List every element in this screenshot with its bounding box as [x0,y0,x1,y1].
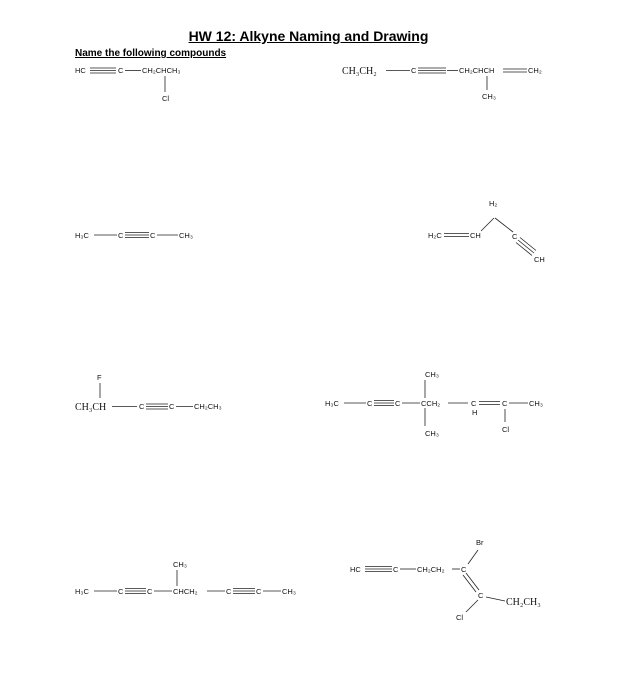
c4-h2-label: H₂ [489,199,498,208]
c6-cch2-label: CCH₂ [421,399,441,408]
c6-h3c-label: H₃C [325,399,339,408]
c8-c-label: C [393,565,399,574]
c6-c1-label: C [367,399,373,408]
compound-4-structure [428,199,545,264]
c6-ch3-end-label: CH₃ [529,399,543,408]
c1-c-label: C [118,66,124,75]
compound-6-structure [325,370,543,438]
c5-c2-label: C [169,402,175,411]
c5-right-label: CH₂CH₃ [194,402,222,411]
c8-ethyl-label: CH₂CH₃ [506,597,541,608]
c6-ch3-bottom-label: CH₃ [425,429,439,438]
instructions-heading: Name the following compounds [75,48,227,59]
c6-c4-label: C [502,399,508,408]
c1-chain-label: CH₂CHCH₃ [142,66,181,75]
c6-ch3-top-label: CH₃ [425,370,439,379]
c8-hc-label: HC [350,565,361,574]
c8-c-alkene-label: C [461,565,467,574]
c8-ch2ch2-label: CH₂CH₂ [417,565,445,574]
c1-cl-label: Cl [162,94,170,103]
c4-c-label: C [512,232,518,241]
c3-c1-label: C [118,231,124,240]
c5-f-label: F [97,373,102,382]
c7-mid-label: CHCH₂ [173,587,198,596]
c3-ch3-label: CH₃ [179,231,193,240]
c4-h2c-label: H₂C [428,231,442,240]
compound-7-structure [75,560,296,596]
c4-ch-label: CH [470,231,481,240]
c2-ch2-label: CH₂ [528,66,542,75]
compound-2-structure [342,66,542,101]
c8-cl-label: Cl [456,613,464,622]
compound-1-structure [75,66,180,103]
c6-c3-label: C [471,399,477,408]
c2-right-label: CH₂CHCH [459,66,495,75]
c3-h3c-label: H₃C [75,231,89,240]
c2-c-label: C [411,66,417,75]
c6-cl-label: Cl [502,425,510,434]
c7-c4-label: C [256,587,262,596]
c7-c3-label: C [226,587,232,596]
c7-c1-label: C [118,587,124,596]
c2-ch3-label: CH₃ [482,92,496,101]
c7-ch3-top-label: CH₃ [173,560,187,569]
compound-5-structure [75,373,222,413]
c8-br-label: Br [476,538,484,547]
c3-c2-label: C [150,231,156,240]
c6-h-label: H [472,408,478,417]
c4-ch-end-label: CH [534,255,545,264]
c7-c2-label: C [147,587,153,596]
compound-8-structure [350,538,541,622]
c8-c-lower-label: C [478,591,484,600]
c2-left-label: CH₃CH₂ [342,66,377,77]
c7-h3c-label: H₃C [75,587,89,596]
worksheet-title: HW 12: Alkyne Naming and Drawing [188,28,429,44]
compound-3-structure [75,231,193,240]
c7-ch3-end-label: CH₃ [282,587,296,596]
c5-left-label: CH₃CH [75,402,107,413]
c1-hc-label: HC [75,66,86,75]
c6-c2-label: C [395,399,401,408]
c5-c1-label: C [139,402,145,411]
